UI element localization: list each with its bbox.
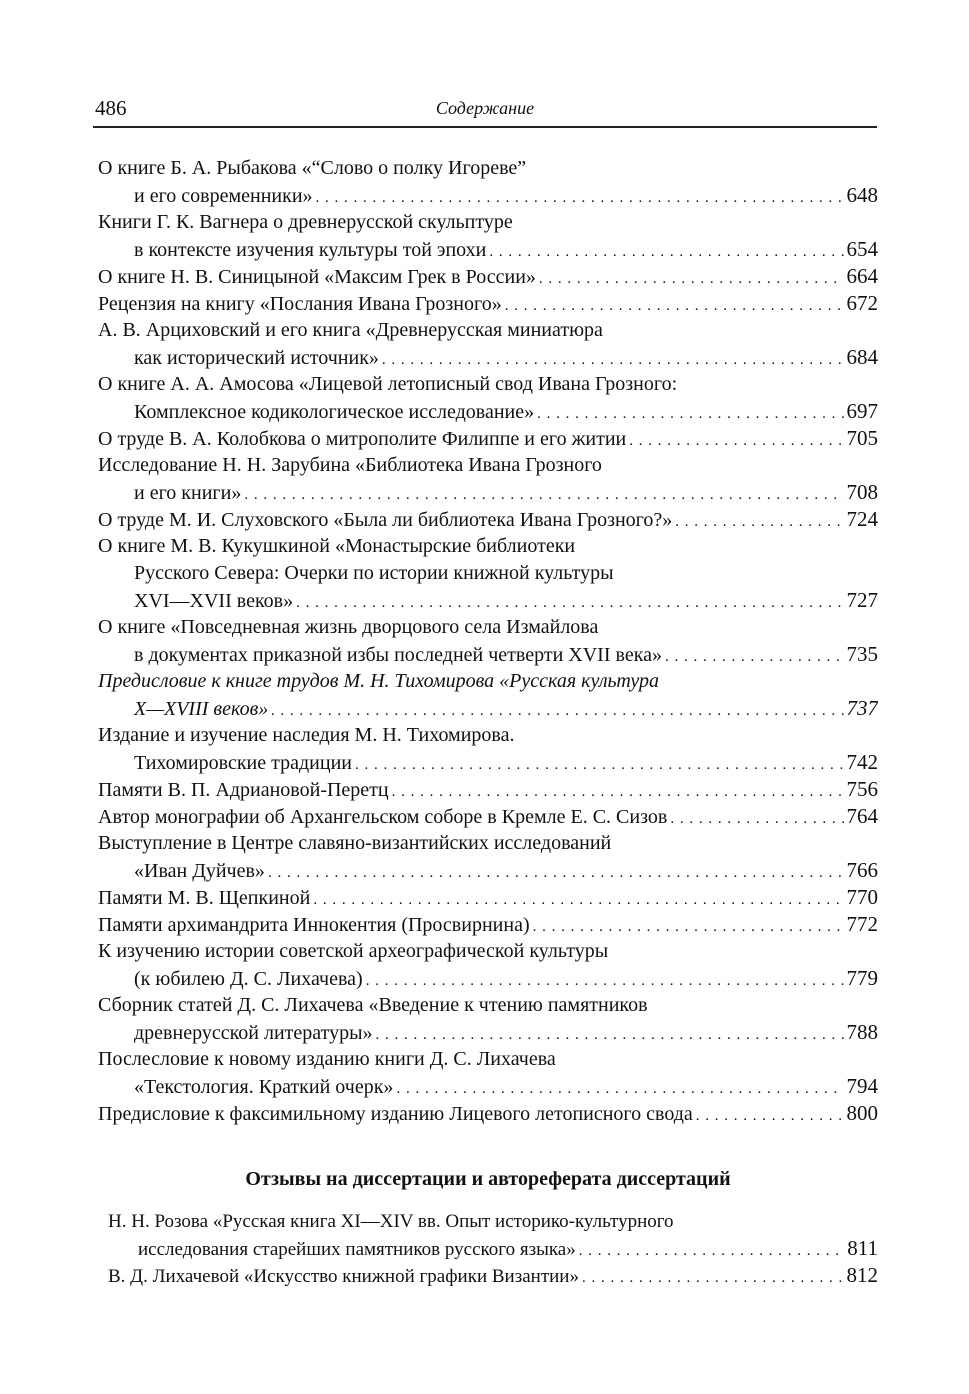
toc-entry-line: А. В. Арциховский и его книга «Древнерусская миниатюра <box>98 319 603 341</box>
toc-entry-title: как исторический источник» <box>134 347 379 369</box>
table-of-contents <box>98 155 878 1127</box>
toc-entry-title: О книге Н. В. Синицыной «Максим Грек в России» <box>98 266 536 288</box>
toc-entry-line <box>98 506 878 533</box>
toc-entry-title: Памяти архимандрита Иннокентия (Просвирнина) <box>98 914 530 936</box>
toc-entry-title: Памяти М. В. Щепкиной <box>98 887 311 909</box>
toc-entry-line <box>98 1019 878 1046</box>
toc-page-number: 672 <box>846 291 878 315</box>
leader-dots <box>316 185 844 209</box>
toc-page-number: 727 <box>846 588 878 612</box>
leader-dots <box>675 509 843 533</box>
toc-entry-line <box>98 911 878 938</box>
toc-entry-title: Предисловие к факсимильному изданию Лицевого летописного свода <box>98 1103 693 1125</box>
toc-entry-line: Предисловие к книге трудов М. Н. Тихомирова «Русская культура <box>98 670 659 692</box>
toc-entry-title: и его современники» <box>134 185 313 207</box>
toc-page-number: 664 <box>846 264 878 288</box>
toc-page-number: 697 <box>846 399 878 423</box>
toc-page-number: 684 <box>846 345 878 369</box>
toc-entry-line <box>98 587 878 614</box>
leader-dots <box>313 887 843 911</box>
toc-entry <box>98 803 878 830</box>
leader-dots <box>505 293 844 317</box>
toc-entry <box>98 911 878 938</box>
toc-entry-title: Комплексное кодикологическое исследование» <box>134 401 535 423</box>
toc-entry-line <box>98 425 878 452</box>
toc-entry <box>98 614 878 668</box>
leader-dots <box>696 1103 844 1127</box>
toc-page-number: 724 <box>846 507 878 531</box>
section-title: Отзывы на диссертации и автореферата диссертаций <box>245 1168 731 1190</box>
toc-entry-line: Послесловие к новому изданию книги Д. С. Лихачева <box>98 1048 556 1070</box>
toc-entry <box>98 209 878 263</box>
toc-entry-line: О книге А. А. Амосова «Лицевой летописный свод Ивана Грозного: <box>98 373 678 395</box>
toc-entry-line: О книге Б. А. Рыбакова «“Слово о полку Игореве” <box>98 157 527 179</box>
leader-dots <box>366 968 844 992</box>
toc-page-number: 772 <box>846 912 878 936</box>
toc-entry <box>98 263 878 290</box>
toc-entry-line <box>98 398 878 425</box>
toc-entry-line <box>98 749 878 776</box>
toc-entry <box>98 992 878 1046</box>
leader-dots <box>582 1265 844 1289</box>
toc-entry-line: О книге «Повседневная жизнь дворцового села Измайлова <box>98 616 599 638</box>
toc-entry-title: «Иван Дуйчев» <box>134 860 265 882</box>
toc-entry-line <box>98 803 878 830</box>
toc-entry-line <box>98 182 878 209</box>
toc-page-number: 811 <box>847 1236 878 1260</box>
page-number: 486 <box>95 96 127 120</box>
toc-page-number: 788 <box>846 1020 878 1044</box>
toc-entry-line <box>98 290 878 317</box>
toc-entry <box>98 452 878 506</box>
toc-entry <box>108 1262 878 1289</box>
toc-entry <box>98 533 878 614</box>
toc-entry <box>98 938 878 992</box>
toc-entry <box>98 830 878 884</box>
leader-dots <box>579 1238 845 1262</box>
toc-page-number: 770 <box>846 885 878 909</box>
toc-entry-title: Памяти В. П. Адриановой-Перетц <box>98 779 389 801</box>
toc-entry <box>98 722 878 776</box>
toc-entry-title: X—XVIII веков» <box>134 698 269 720</box>
toc-entry-line <box>98 1100 878 1127</box>
toc-page-number: 742 <box>846 750 878 774</box>
leader-dots <box>670 806 843 830</box>
toc-entry-line <box>98 479 878 506</box>
toc-entry-title: Тихомировские традиции <box>134 752 352 774</box>
toc-entry <box>98 371 878 425</box>
leader-dots <box>665 644 844 668</box>
toc-entry-line <box>98 884 878 911</box>
toc-entry-title: в контексте изучения культуры той эпохи <box>134 239 487 261</box>
leader-dots <box>271 698 843 722</box>
toc-entry-title: и его книги» <box>134 482 242 504</box>
toc-page-number: 812 <box>846 1263 878 1287</box>
toc-page-number: 800 <box>846 1101 878 1125</box>
toc-page-number: 764 <box>846 804 878 828</box>
toc-entry <box>98 1100 878 1127</box>
toc-entry-title: В. Д. Лихачевой «Искусство книжной графики Византии» <box>108 1266 579 1287</box>
toc-entry <box>98 317 878 371</box>
toc-page-number: 708 <box>846 480 878 504</box>
leader-dots <box>539 266 844 290</box>
toc-entry <box>98 290 878 317</box>
toc-entry-line <box>98 344 878 371</box>
leader-dots <box>244 482 843 506</box>
leader-dots <box>296 590 843 614</box>
toc-entry-line <box>98 1073 878 1100</box>
leader-dots <box>533 914 844 938</box>
toc-entry-line <box>98 641 878 668</box>
toc-entry-line: Книги Г. К. Вагнера о древнерусской скульптуре <box>98 211 513 233</box>
toc-entry-line: Сборник статей Д. С. Лихачева «Введение к чтению памятников <box>98 994 648 1016</box>
toc-entry-line <box>98 236 878 263</box>
toc-entry <box>98 1046 878 1100</box>
toc-entry-line: Н. Н. Розова «Русская книга XI—XIV вв. Опыт историко-культурного <box>108 1211 674 1232</box>
toc-entry <box>98 155 878 209</box>
toc-page-number: 794 <box>846 1074 878 1098</box>
toc-entry-title: О труде В. А. Колобкова о митрополите Филиппе и его житии <box>98 428 627 450</box>
toc-entry-line: Издание и изучение наследия М. Н. Тихомирова. <box>98 724 515 746</box>
toc-entry-line: Русского Севера: Очерки по истории книжной культуры <box>134 562 614 584</box>
toc-entry <box>98 425 878 452</box>
leader-dots <box>629 428 843 452</box>
toc-page-number: 735 <box>846 642 878 666</box>
leader-dots <box>392 779 844 803</box>
dissertation-reviews-list <box>108 1208 878 1289</box>
toc-page-number: 737 <box>846 696 878 720</box>
toc-entry <box>98 884 878 911</box>
toc-entry <box>98 506 878 533</box>
toc-entry-line: К изучению истории советской археографической культуры <box>98 940 609 962</box>
toc-entry <box>108 1208 878 1262</box>
leader-dots <box>396 1076 843 1100</box>
leader-dots <box>376 1022 844 1046</box>
toc-page-number: 654 <box>846 237 878 261</box>
toc-entry <box>98 776 878 803</box>
toc-page-number: 705 <box>846 426 878 450</box>
page-header <box>93 96 877 128</box>
toc-entry-title: Автор монографии об Архангельском соборе в Кремле Е. С. Сизов <box>98 806 668 828</box>
toc-entry-title: Рецензия на книгу «Послания Ивана Грозного» <box>98 293 502 315</box>
toc-entry-line <box>98 695 878 722</box>
toc-entry-line <box>108 1235 878 1262</box>
toc-entry-title: исследования старейших памятников русского языка» <box>138 1239 576 1260</box>
toc-entry-line <box>98 263 878 290</box>
toc-entry-line <box>98 776 878 803</box>
toc-page-number: 766 <box>846 858 878 882</box>
toc-page-number: 648 <box>846 183 878 207</box>
leader-dots <box>489 239 843 263</box>
toc-entry-title: «Текстология. Краткий очерк» <box>134 1076 394 1098</box>
toc-entry-title: (к юбилею Д. С. Лихачева) <box>134 968 363 990</box>
leader-dots <box>268 860 844 884</box>
running-title: Содержание <box>435 98 535 118</box>
toc-entry-line: Исследование Н. Н. Зарубина «Библиотека Ивана Грозного <box>98 454 602 476</box>
toc-page-number: 756 <box>846 777 878 801</box>
toc-entry-line <box>98 965 878 992</box>
toc-entry-line: О книге М. В. Кукушкиной «Монастырские библиотеки <box>98 535 576 557</box>
leader-dots <box>537 401 843 425</box>
toc-entry-title: О труде М. И. Слуховского «Была ли библиотека Ивана Грозного?» <box>98 509 673 531</box>
toc-page-number: 779 <box>846 966 878 990</box>
toc-entry-title: древнерусской литературы» <box>134 1022 373 1044</box>
toc-entry-title: в документах приказной избы последней четверти XVII века» <box>134 644 662 666</box>
leader-dots <box>355 752 844 776</box>
toc-entry-title: XVI—XVII веков» <box>134 590 294 612</box>
toc-entry-line: Выступление в Центре славяно-византийских исследований <box>98 832 612 854</box>
toc-entry-line <box>108 1262 878 1289</box>
toc-entry-line <box>98 857 878 884</box>
leader-dots <box>382 347 844 371</box>
toc-entry <box>98 668 878 722</box>
